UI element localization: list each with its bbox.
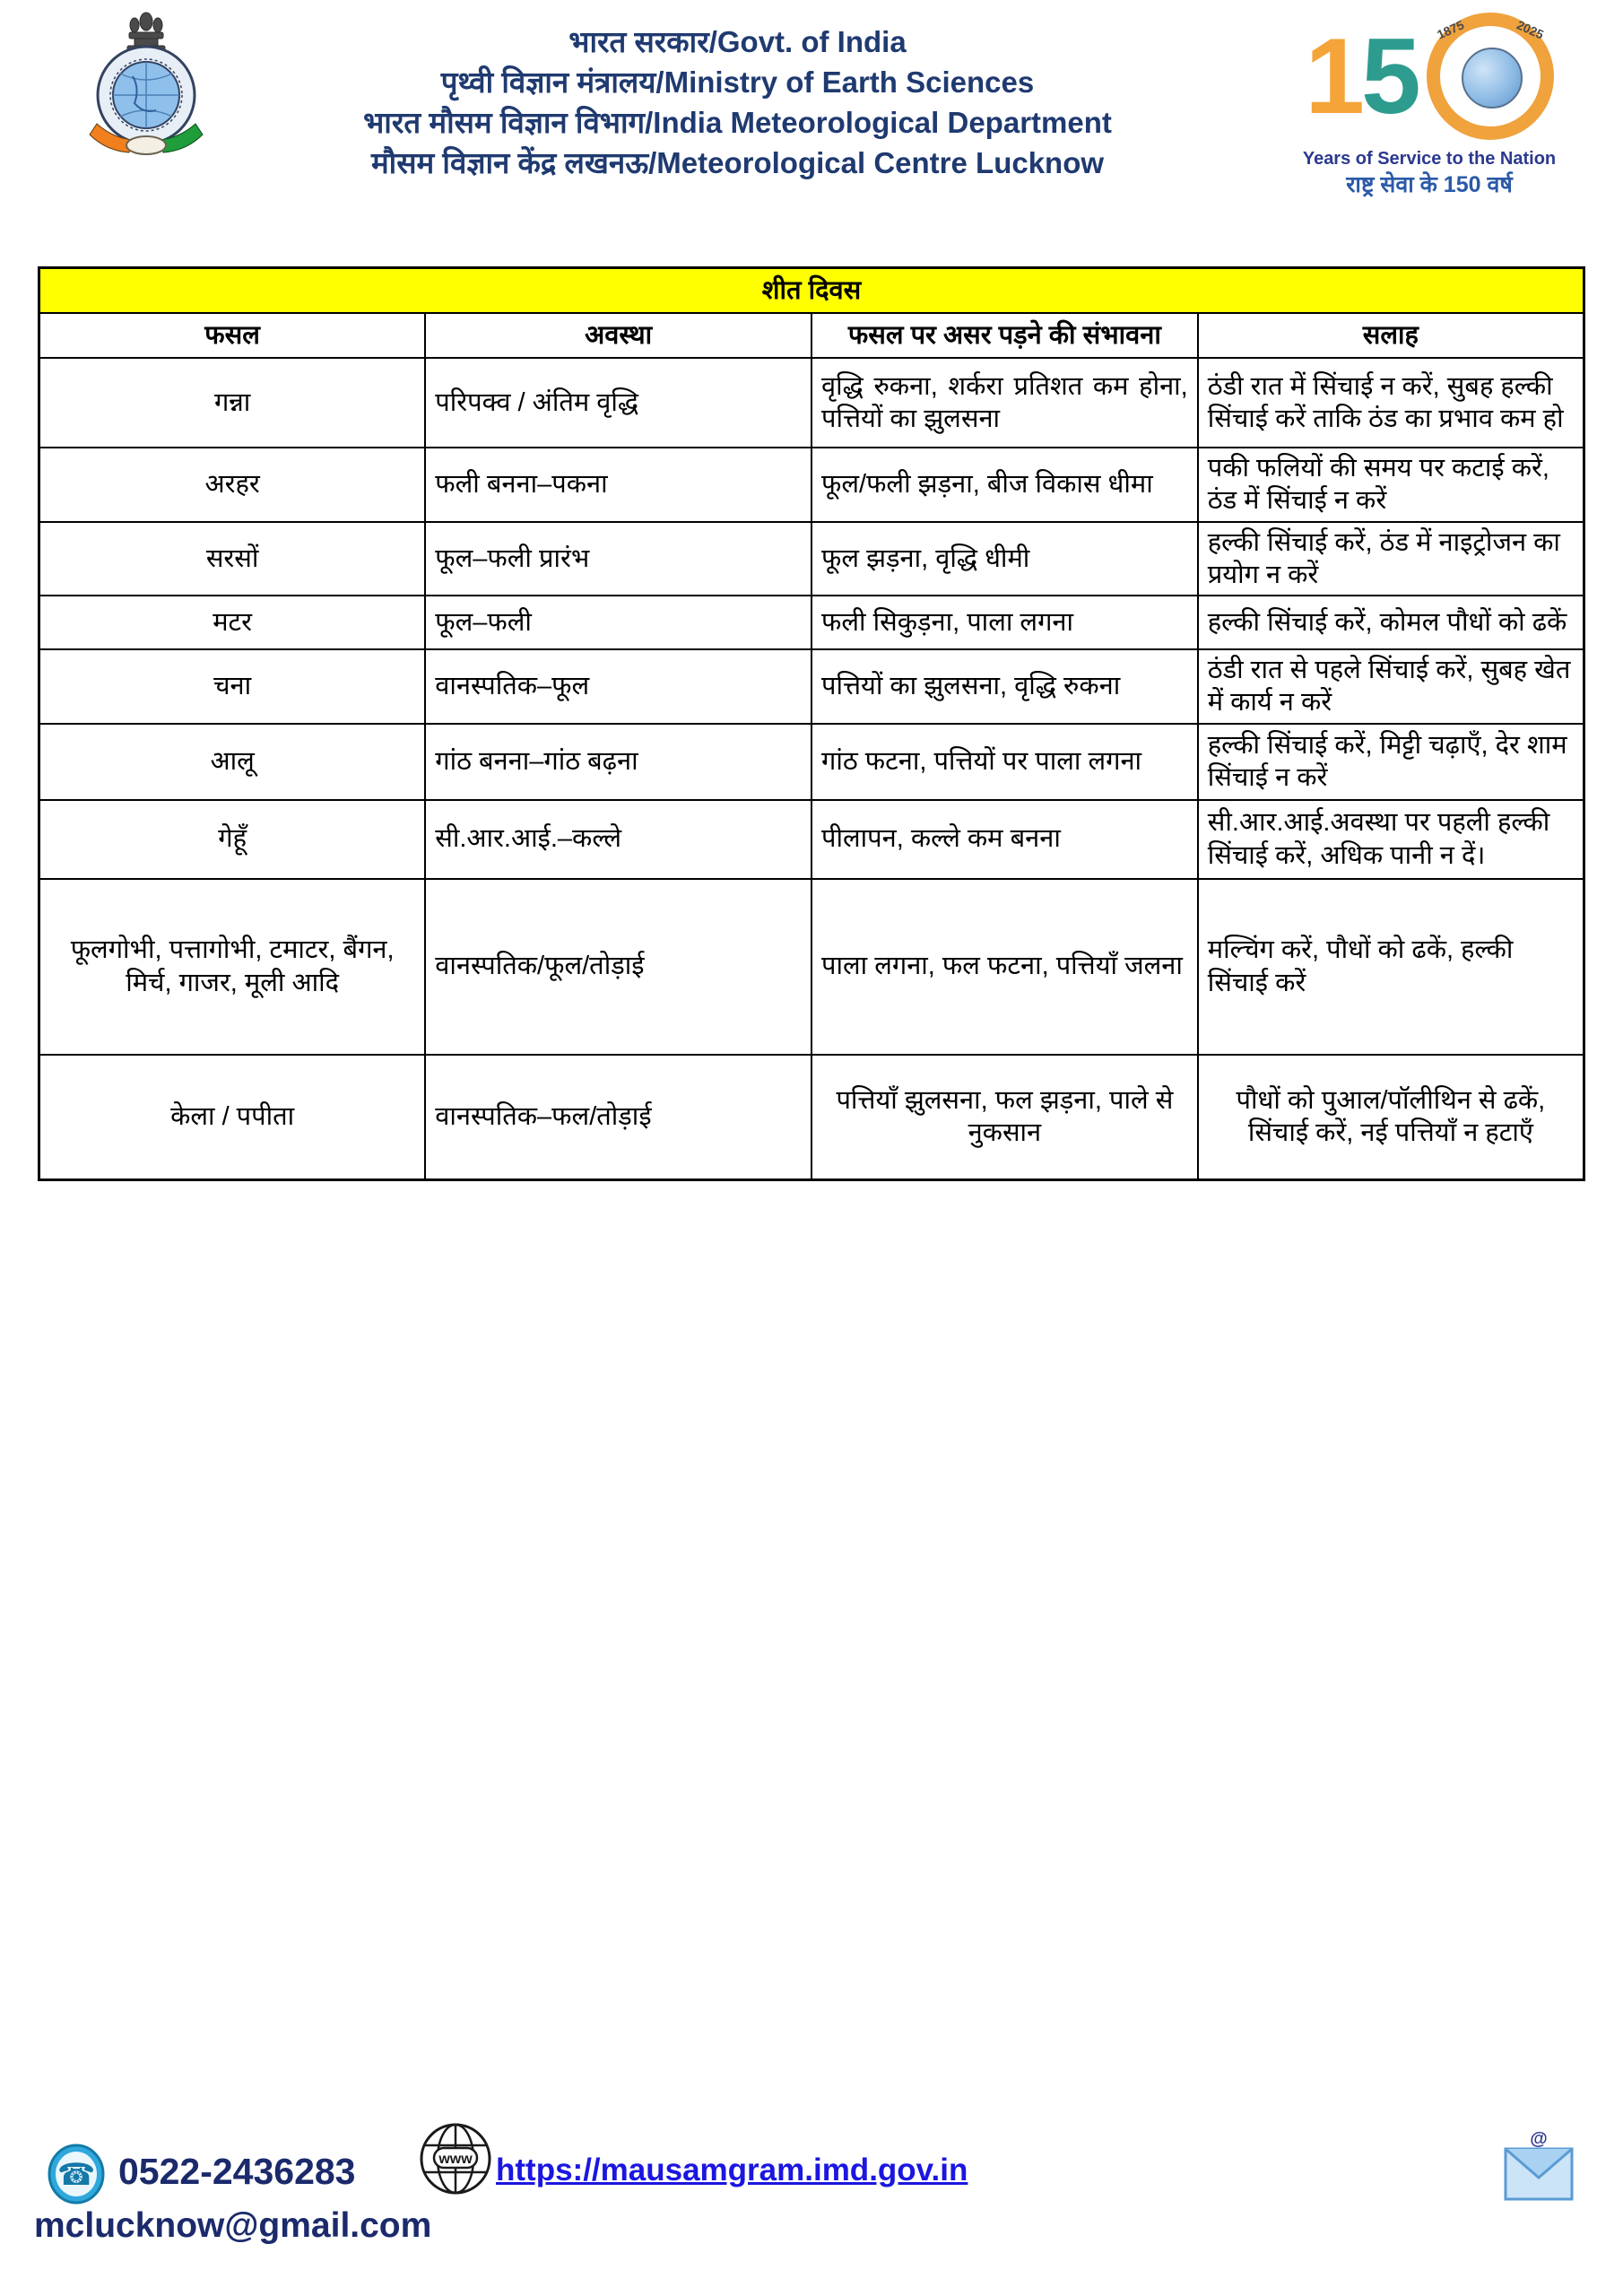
stage-cell: वानस्पतिक–फल/तोड़ाई [425, 1055, 812, 1180]
logo-year-2025: 2025 [1514, 17, 1546, 42]
crop-cell: अरहर [39, 448, 426, 522]
logo-year-1875: 1875 [1434, 17, 1466, 42]
col-header-crop: फसल [39, 313, 426, 358]
crop-cell: आलू [39, 724, 426, 800]
stage-cell: परिपक्व / अंतिम वृद्धि [425, 358, 812, 448]
impact-cell: पाला लगना, फल फटना, पत्तियाँ जलना [812, 879, 1198, 1055]
phone-number: 0522-2436283 [118, 2151, 356, 2192]
crop-cell: मटर [39, 596, 426, 649]
at-symbol: @ [1530, 2129, 1548, 2149]
crop-cell: सरसों [39, 522, 426, 596]
svg-text:☎: ☎ [56, 2157, 96, 2193]
stage-cell: फली बनना–पकना [425, 448, 812, 522]
advice-cell: पौधों को पुआल/पॉलीथिन से ढकें, सिंचाई करें, नई पत्तियाँ न हटाएँ [1198, 1055, 1584, 1180]
table-row [39, 800, 1584, 879]
org-line-imd: भारत मौसम विज्ञान विभाग/India Meteorological Department [363, 106, 1112, 139]
stage-cell: फूल–फली प्रारंभ [425, 522, 812, 596]
org-header-block [238, 22, 1237, 183]
col-header-impact: फसल पर असर पड़ने की संभावना [812, 313, 1198, 358]
advice-cell: मल्चिंग करें, पौधों को ढकें, हल्की सिंचाई करें [1198, 879, 1584, 1055]
impact-cell: वृद्धि रुकना, शर्करा प्रतिशत कम होना, पत्तियों का झुलसना [812, 358, 1198, 448]
impact-cell: पत्तियों का झुलसना, वृद्धि रुकना [812, 649, 1198, 724]
impact-cell: गांठ फटना, पत्तियों पर पाला लगना [812, 724, 1198, 800]
crop-cell: गेहूँ [39, 800, 426, 879]
cold-day-advisory-table [38, 266, 1585, 1181]
logo-zero-ring [1427, 13, 1554, 140]
crop-cell: फूलगोभी, पत्तागोभी, टमाटर, बैंगन, मिर्च, गाजर, मूली आदि [39, 879, 426, 1055]
logo-digit-1: 1 [1305, 16, 1359, 136]
advice-cell: ठंडी रात में सिंचाई न करें, सुबह हल्की सिंचाई करें ताकि ठंड का प्रभाव कम हो [1198, 358, 1584, 448]
impact-cell: फूल/फली झड़ना, बीज विकास धीमा [812, 448, 1198, 522]
impact-cell: फली सिकुड़ना, पाला लगना [812, 596, 1198, 649]
table-header-row [39, 313, 1584, 358]
impact-cell: पत्तियाँ झुलसना, फल झड़ना, पाले से नुकसान [812, 1055, 1198, 1180]
impact-cell: फूल झड़ना, वृद्धि धीमी [812, 522, 1198, 596]
org-line-ministry: पृथ्वी विज्ञान मंत्रालय/Ministry of Earth Sciences [440, 65, 1035, 99]
table-title: शीत दिवस [39, 268, 1584, 314]
logo-globe-icon [1462, 48, 1523, 109]
phone-icon [47, 2144, 106, 2208]
www-label: www [438, 2152, 473, 2167]
table-row [39, 448, 1584, 522]
table-row [39, 724, 1584, 800]
table-row [39, 522, 1584, 596]
org-line-govt: भारत सरकार/Govt. of India [568, 25, 907, 58]
col-header-advice: सलाह [1198, 313, 1584, 358]
crop-cell: केला / पपीता [39, 1055, 426, 1180]
stage-cell: वानस्पतिक–फूल [425, 649, 812, 724]
email-envelope-icon [1502, 2131, 1575, 2205]
advice-cell: हल्की सिंचाई करें, मिट्टी चढ़ाएँ, देर शाम सिंचाई न करें [1198, 724, 1584, 800]
website-link[interactable]: https://mausamgram.imd.gov.in [496, 2152, 968, 2187]
logo-caption-english: Years of Service to the Nation [1302, 149, 1557, 169]
table-row [39, 879, 1584, 1055]
col-header-stage: अवस्था [425, 313, 812, 358]
stage-cell: गांठ बनना–गांठ बढ़ना [425, 724, 812, 800]
table-row [39, 649, 1584, 724]
www-globe-icon [418, 2118, 493, 2199]
crop-cell: चना [39, 649, 426, 724]
table-row [39, 1055, 1584, 1180]
imd-150-years-logo [1259, 5, 1600, 199]
imd-department-logo [61, 9, 231, 157]
stage-cell: वानस्पतिक/फूल/तोड़ाई [425, 879, 812, 1055]
imd-seal-graphic [61, 9, 231, 157]
logo-150-artwork [1259, 5, 1600, 147]
logo-caption-hindi: राष्ट्र सेवा के 150 वर्ष [1346, 172, 1513, 197]
advice-cell: ठंडी रात से पहले सिंचाई करें, सुबह खेत में कार्य न करें [1198, 649, 1584, 724]
org-line-centre: मौसम विज्ञान केंद्र लखनऊ/Meteorological Centre Lucknow [370, 146, 1105, 179]
email-address: mclucknow@gmail.com [34, 2206, 432, 2245]
crop-cell: गन्ना [39, 358, 426, 448]
impact-cell: पीलापन, कल्ले कम बनना [812, 800, 1198, 879]
table-row [39, 596, 1584, 649]
advice-cell: हल्की सिंचाई करें, कोमल पौधों को ढकें [1198, 596, 1584, 649]
table-title-row [39, 268, 1584, 314]
stage-cell: सी.आर.आई.–कल्ले [425, 800, 812, 879]
table-row [39, 358, 1584, 448]
logo-digit-5: 5 [1361, 16, 1421, 136]
stage-cell: फूल–फली [425, 596, 812, 649]
advice-cell: हल्की सिंचाई करें, ठंड में नाइट्रोजन का प्रयोग न करें [1198, 522, 1584, 596]
advice-cell: सी.आर.आई.अवस्था पर पहली हल्की सिंचाई करें, अधिक पानी न दें। [1198, 800, 1584, 879]
advice-cell: पकी फलियों की समय पर कटाई करें, ठंड में सिंचाई न करें [1198, 448, 1584, 522]
